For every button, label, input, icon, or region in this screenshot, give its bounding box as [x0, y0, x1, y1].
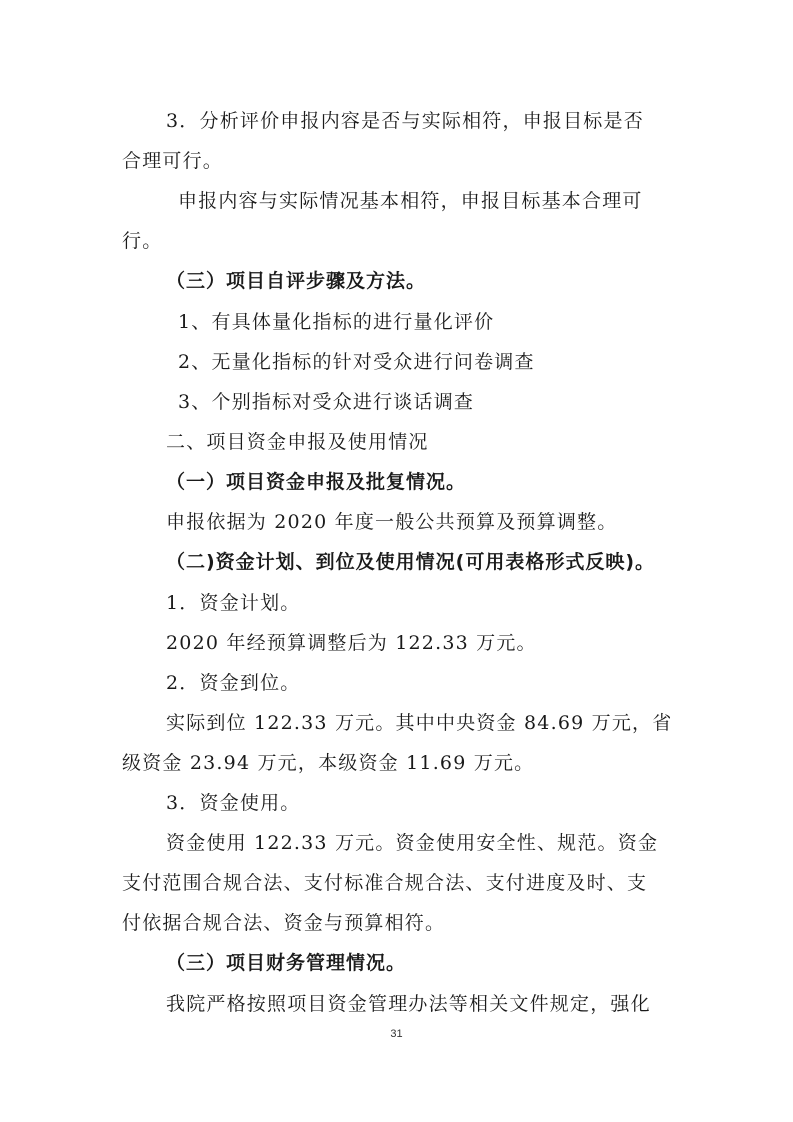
text-line-fund-arrival-cont: 级资金 23.94 万元，本级资金 11.69 万元。 — [122, 752, 535, 774]
heading-financial-management: （三）项目财务管理情况。 — [166, 952, 407, 974]
heading-fund-application: 二、项目资金申报及使用情况 — [166, 431, 429, 453]
list-item-step-3: 3、个别指标对受众进行谈话调查 — [178, 391, 475, 413]
text-line-fund-usage-cont-1: 支付范围合规合法、支付标准合规合法、支付进度及时、支 — [122, 872, 648, 894]
page-number: 31 — [390, 1028, 403, 1040]
text-line-fund-arrival: 实际到位 122.33 万元。其中中央资金 84.69 万元，省 — [166, 712, 673, 734]
heading-fund-plan-usage: （二)资金计划、到位及使用情况(可用表格形式反映)。 — [166, 551, 656, 573]
heading-fund-approval: （一）项目资金申报及批复情况。 — [166, 471, 467, 493]
text-line-fund-usage-cont-2: 付依据合规合法、资金与预算相符。 — [122, 912, 446, 934]
text-line-fund-plan: 2020 年经预算调整后为 122.33 万元。 — [166, 632, 537, 654]
text-line-analysis-item-3: 3．分析评价申报内容是否与实际相符，申报目标是否 — [166, 110, 644, 132]
list-item-step-2: 2、无量化指标的针对受众进行问卷调查 — [178, 351, 535, 373]
text-line-analysis-answer-cont: 行。 — [122, 230, 163, 252]
heading-self-evaluation-steps: （三）项目自评步骤及方法。 — [166, 270, 427, 292]
subheading-fund-arrival: 2．资金到位。 — [166, 672, 301, 694]
subheading-fund-plan: 1．资金计划。 — [166, 592, 301, 614]
text-line-fund-usage: 资金使用 122.33 万元。资金使用安全性、规范。资金 — [166, 832, 659, 854]
text-line-application-basis: 申报依据为 2020 年度一般公共预算及预算调整。 — [166, 511, 618, 533]
list-item-step-1: 1、有具体量化指标的进行量化评价 — [178, 311, 495, 333]
text-line-analysis-item-3-cont: 合理可行。 — [122, 150, 224, 172]
subheading-fund-usage: 3．资金使用。 — [166, 792, 301, 814]
text-line-financial-management: 我院严格按照项目资金管理办法等相关文件规定，强化 — [166, 993, 651, 1015]
text-line-analysis-answer: 申报内容与实际情况基本相符，申报目标基本合理可 — [178, 190, 643, 212]
